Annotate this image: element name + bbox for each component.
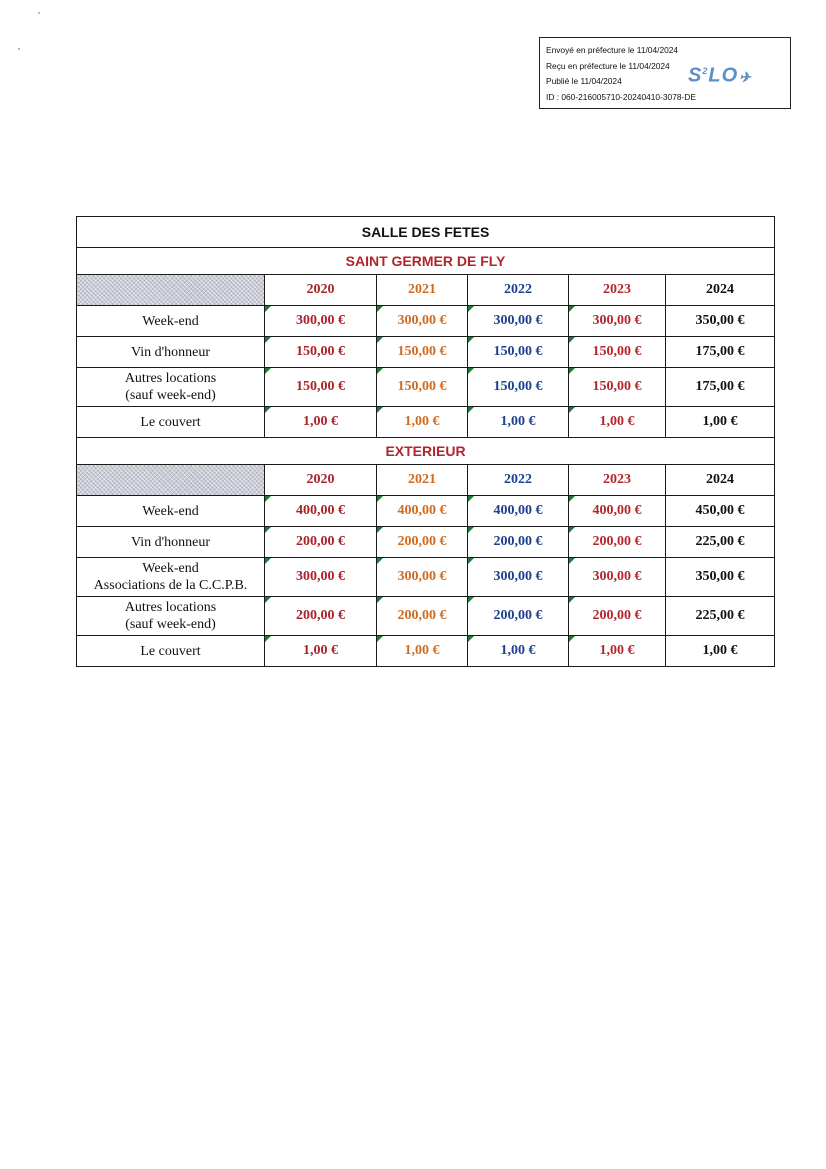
price-cell: 200,00 € xyxy=(468,597,569,636)
table-row xyxy=(77,337,775,368)
price-cell: 400,00 € xyxy=(377,496,468,527)
table-row xyxy=(77,527,775,558)
price-cell: 1,00 € xyxy=(468,407,569,438)
table-title: SALLE DES FETES xyxy=(77,217,775,248)
hatched-corner-cell xyxy=(77,465,265,496)
price-cell: 1,00 € xyxy=(377,636,468,667)
table-row xyxy=(77,636,775,667)
section-heading: EXTERIEUR xyxy=(77,438,775,465)
price-cell: 150,00 € xyxy=(569,368,666,407)
year-header: 2021 xyxy=(377,465,468,496)
row-label: Vin d'honneur xyxy=(77,337,265,368)
year-header-row xyxy=(77,465,775,496)
year-header: 2022 xyxy=(468,465,569,496)
price-cell: 300,00 € xyxy=(468,558,569,597)
scan-speck xyxy=(18,48,20,50)
year-header: 2023 xyxy=(569,465,666,496)
scan-speck xyxy=(38,12,40,14)
price-cell: 150,00 € xyxy=(265,368,377,407)
table-row xyxy=(77,407,775,438)
price-cell: 175,00 € xyxy=(666,368,775,407)
price-cell: 150,00 € xyxy=(569,337,666,368)
table-row xyxy=(77,368,775,407)
price-cell: 1,00 € xyxy=(265,636,377,667)
section-heading: SAINT GERMER DE FLY xyxy=(77,248,775,275)
section-heading-row xyxy=(77,248,775,275)
price-cell: 150,00 € xyxy=(377,368,468,407)
row-label: Week-end xyxy=(77,496,265,527)
year-header: 2020 xyxy=(265,465,377,496)
year-header: 2024 xyxy=(666,275,775,306)
price-cell: 1,00 € xyxy=(377,407,468,438)
price-cell: 200,00 € xyxy=(569,527,666,558)
slo-logo: $S^2LO✈$ xyxy=(688,64,752,87)
price-cell: 300,00 € xyxy=(377,306,468,337)
year-header: 2021 xyxy=(377,275,468,306)
table-row xyxy=(77,597,775,636)
row-label: Week-end xyxy=(77,306,265,337)
stamp-line-id: ID : 060-216005710-20240410-3078-DE xyxy=(546,91,696,102)
price-cell: 350,00 € xyxy=(666,558,775,597)
price-cell: 150,00 € xyxy=(468,368,569,407)
row-label: Le couvert xyxy=(77,636,265,667)
price-cell: 300,00 € xyxy=(569,306,666,337)
price-cell: 1,00 € xyxy=(666,407,775,438)
price-cell: 450,00 € xyxy=(666,496,775,527)
price-cell: 1,00 € xyxy=(569,407,666,438)
price-cell: 300,00 € xyxy=(265,558,377,597)
stamp-line-received: Reçu en préfecture le 11/04/2024 xyxy=(546,60,670,71)
price-cell: 200,00 € xyxy=(265,527,377,558)
row-label: Vin d'honneur xyxy=(77,527,265,558)
prefecture-stamp xyxy=(539,37,791,109)
price-cell: 300,00 € xyxy=(265,306,377,337)
price-cell: 350,00 € xyxy=(666,306,775,337)
table-row xyxy=(77,558,775,597)
price-cell: 200,00 € xyxy=(569,597,666,636)
hatched-corner-cell xyxy=(77,275,265,306)
price-cell: 150,00 € xyxy=(377,337,468,368)
year-header: 2022 xyxy=(468,275,569,306)
table-row xyxy=(77,306,775,337)
price-cell: 200,00 € xyxy=(468,527,569,558)
price-cell: 1,00 € xyxy=(569,636,666,667)
price-cell: 200,00 € xyxy=(265,597,377,636)
price-cell: 150,00 € xyxy=(468,337,569,368)
price-cell: 225,00 € xyxy=(666,527,775,558)
price-cell: 200,00 € xyxy=(377,527,468,558)
row-label: Week-end Associations de la C.C.P.B. xyxy=(77,558,265,597)
price-cell: 400,00 € xyxy=(569,496,666,527)
price-cell: 400,00 € xyxy=(265,496,377,527)
year-header: 2020 xyxy=(265,275,377,306)
year-header-row xyxy=(77,275,775,306)
row-label: Autres locations (sauf week-end) xyxy=(77,597,265,636)
price-cell: 1,00 € xyxy=(468,636,569,667)
stamp-line-sent: Envoyé en préfecture le 11/04/2024 xyxy=(546,45,679,55)
price-cell: 200,00 € xyxy=(377,597,468,636)
table-row xyxy=(77,496,775,527)
price-cell: 1,00 € xyxy=(265,407,377,438)
year-header: 2024 xyxy=(666,465,775,496)
section-heading-row xyxy=(77,438,775,465)
price-cell: 175,00 € xyxy=(666,337,775,368)
row-label: Autres locations (sauf week-end) xyxy=(77,368,265,407)
stamp-line-published: Publié le 11/04/2024 xyxy=(546,76,622,86)
row-label: Le couvert xyxy=(77,407,265,438)
year-header: 2023 xyxy=(569,275,666,306)
tarifs-table xyxy=(76,216,775,667)
table-title-row xyxy=(77,217,775,248)
price-cell: 150,00 € xyxy=(265,337,377,368)
price-cell: 225,00 € xyxy=(666,597,775,636)
plane-icon: ✈ xyxy=(739,68,752,85)
price-cell: 1,00 € xyxy=(666,636,775,667)
price-cell: 300,00 € xyxy=(468,306,569,337)
price-cell: 400,00 € xyxy=(468,496,569,527)
price-cell: 300,00 € xyxy=(377,558,468,597)
price-cell: 300,00 € xyxy=(569,558,666,597)
